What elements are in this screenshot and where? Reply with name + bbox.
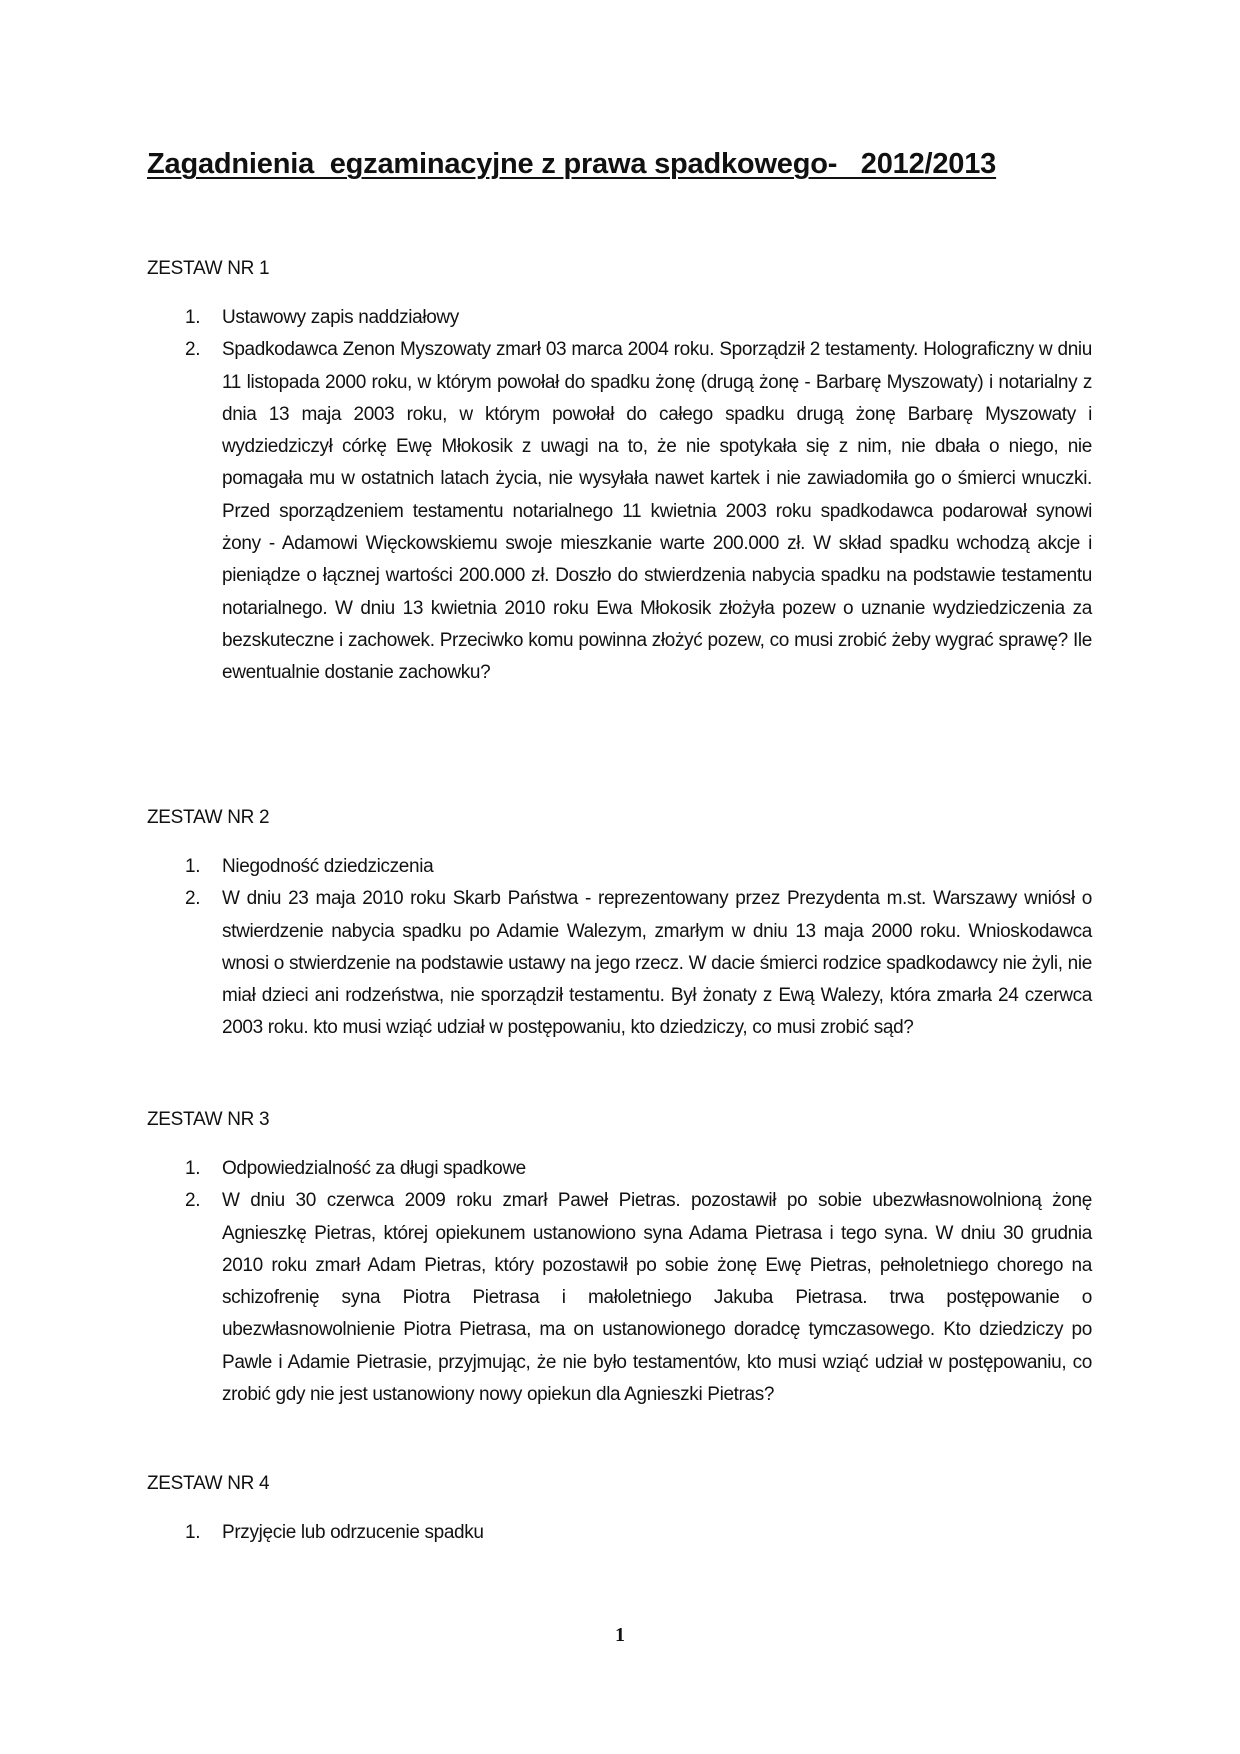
question-number: 1. [185,1158,201,1179]
question-text: Niegodność dziedziczenia [222,856,434,877]
question-list [147,302,1092,690]
exam-set-1 [147,257,1092,690]
document-title: Zagadnienia egzaminacyjne z prawa spadkowego- 2012/2013 [147,148,997,180]
question-text: W dniu 23 maja 2010 roku Skarb Państwa - reprezentowany przez Prezydenta m.st. Warszawy wniósł o stwierdzenie nabycia spadku po Adamie Walezym, zmarłym w dniu 13 maja 2000 roku. Wnioskodawca wnosi o stwierdzenie na podstawie ustawy na jego rzecz. W dacie śmierci rodzice spadkodawcy nie żyli, nie miał dzieci ani rodzeństwa, nie sporządził testamentu. Był żonaty z Ewą Walezy, która zmarła 24 czerwca 2003 roku. kto musi wziąć udział w postępowaniu, kto dziedziczy, co musi zrobić sąd? [222,888,1092,1039]
question-number: 1. [185,307,201,328]
question-list [147,1517,1092,1549]
question-item [147,1153,1092,1185]
question-item [147,334,1092,689]
question-list [147,1153,1092,1411]
question-text: W dniu 30 czerwca 2009 roku zmarł Paweł Pietras. pozostawił po sobie ubezwłasnowolnioną żonę Agnieszkę Pietras, której opiekunem ustanowiono syna Adama Pietrasa i tego syna. W dniu 30 grudnia 2010 roku zmarł Adam Pietras, który pozostawił po sobie żonę Ewę Pietras, pełnoletniego chorego na schizofrenię syna Piotra Pietrasa i małoletniego Jakuba Pietrasa. trwa postępowanie o ubezwłasnowolnienie Piotra Pietrasa, ma on ustanowionego doradcę tymczasowego. Kto dziedziczy po Pawle i Adamie Pietrasie, przyjmując, że nie było testamentów, kto musi wziąć udział w postępowaniu, co zrobić gdy nie jest ustanowiony nowy opiekun dla Agnieszki Pietras? [222,1190,1092,1406]
question-number: 1. [185,1522,201,1543]
question-text: Ustawowy zapis naddziałowy [222,307,459,328]
set-heading: ZESTAW NR 4 [147,1473,270,1494]
question-item [147,883,1092,1044]
question-text: Spadkodawca Zenon Myszowaty zmarł 03 marca 2004 roku. Sporządził 2 testamenty. Holograficzny w dniu 11 listopada 2000 roku, w którym powołał do spadku żonę (drugą żonę - Barbarę Myszowaty) i notarialny z dnia 13 maja 2003 roku, w którym powołał do całego spadku drugą żonę Barbarę Myszowaty i wydziedziczył córkę Ewę Młokosik z uwagi na to, że nie spotykała się z nim, nie dbała o niego, nie pomagała mu w ostatnich latach życia, nie wysyłała nawet kartek i nie zawiadomiła go o śmierci wnuczki. Przed sporządzeniem testamentu notarialnego 11 kwietnia 2003 roku spadkodawca podarował synowi żony - Adamowi Więckowskiemu swoje mieszkanie warte 200.000 zł. W skład spadku wchodzą akcje i pieniądze o łącznej wartości 200.000 zł. Doszło do stwierdzenia nabycia spadku na podstawie testamentu notarialnego. W dniu 13 kwietnia 2010 roku Ewa Młokosik złożyła pozew o uznanie wydziedziczenia za bezskuteczne i zachowek. Przeciwko komu powinna złożyć pozew, co musi zrobić żeby wygrać sprawę? Ile ewentualnie dostanie zachowku? [222,339,1092,684]
question-item [147,1185,1092,1411]
question-item [147,1517,1092,1549]
exam-set-3 [147,1108,1092,1411]
set-heading: ZESTAW NR 1 [147,258,270,279]
set-heading: ZESTAW NR 3 [147,1109,270,1130]
set-heading: ZESTAW NR 2 [147,807,270,828]
page-number: 1 [615,1624,625,1646]
question-number: 2. [185,339,201,361]
question-item [147,302,1092,334]
exam-set-2 [147,806,1092,1045]
question-list [147,851,1092,1045]
question-text: Odpowiedzialność za długi spadkowe [222,1158,526,1179]
question-number: 1. [185,856,201,877]
question-number: 2. [185,1190,201,1212]
exam-set-4 [147,1472,1092,1549]
question-number: 2. [185,888,201,910]
question-item [147,851,1092,883]
question-text: Przyjęcie lub odrzucenie spadku [222,1522,484,1543]
